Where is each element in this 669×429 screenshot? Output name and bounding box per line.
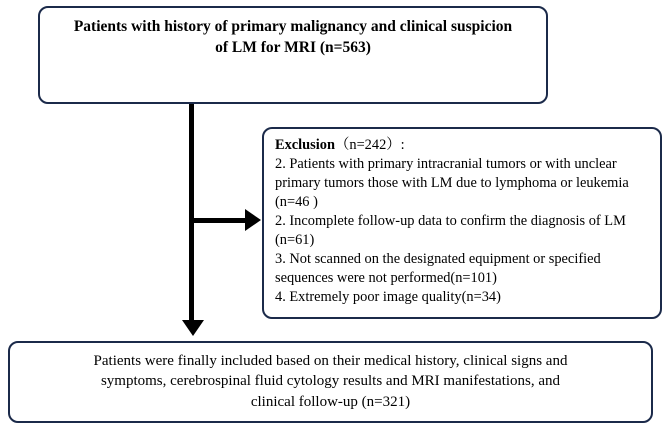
connector-horizontal-branch	[189, 218, 247, 223]
node-bottom-text	[10, 343, 651, 418]
exclusion-heading	[275, 136, 651, 155]
arrowhead-down-to-bottom	[182, 320, 204, 336]
connector-vertical-trunk	[189, 104, 194, 323]
exclusion-heading-bold: Exclusion	[275, 137, 335, 153]
node-exclusion-text	[264, 129, 660, 313]
node-top-text	[40, 8, 546, 65]
node-bottom-included	[8, 341, 653, 423]
arrowhead-right-to-exclusion	[245, 209, 261, 231]
exclusion-item-3: 3. Not scanned on the designated equipment or specified sequences were not performed(n=101)	[275, 251, 601, 287]
exclusion-heading-rest: （n=242）:	[334, 137, 405, 153]
exclusion-item-4: 4. Extremely poor image quality(n=34)	[275, 289, 501, 306]
node-exclusion	[262, 127, 662, 319]
node-top-line1: Patients with history of primary malignancy and clinical suspicion	[73, 18, 513, 35]
node-bottom-line3: clinical follow-up (n=321)	[250, 393, 411, 410]
node-bottom-line2: symptoms, cerebrospinal fluid cytology results and MRI manifestations, and	[100, 373, 561, 390]
node-bottom-line1: Patients were finally included based on their medical history, clinical signs and	[93, 353, 568, 369]
node-top-line2: of LM for MRI (n=563)	[215, 38, 371, 56]
exclusion-item-2: 2. Incomplete follow-up data to confirm the diagnosis of LM (n=61)	[275, 213, 626, 249]
exclusion-item-1: 2. Patients with primary intracranial tumors or with unclear primary tumors those with LM due to lymphoma or leukemia (n=46 )	[275, 156, 629, 211]
node-top-population	[38, 6, 548, 104]
